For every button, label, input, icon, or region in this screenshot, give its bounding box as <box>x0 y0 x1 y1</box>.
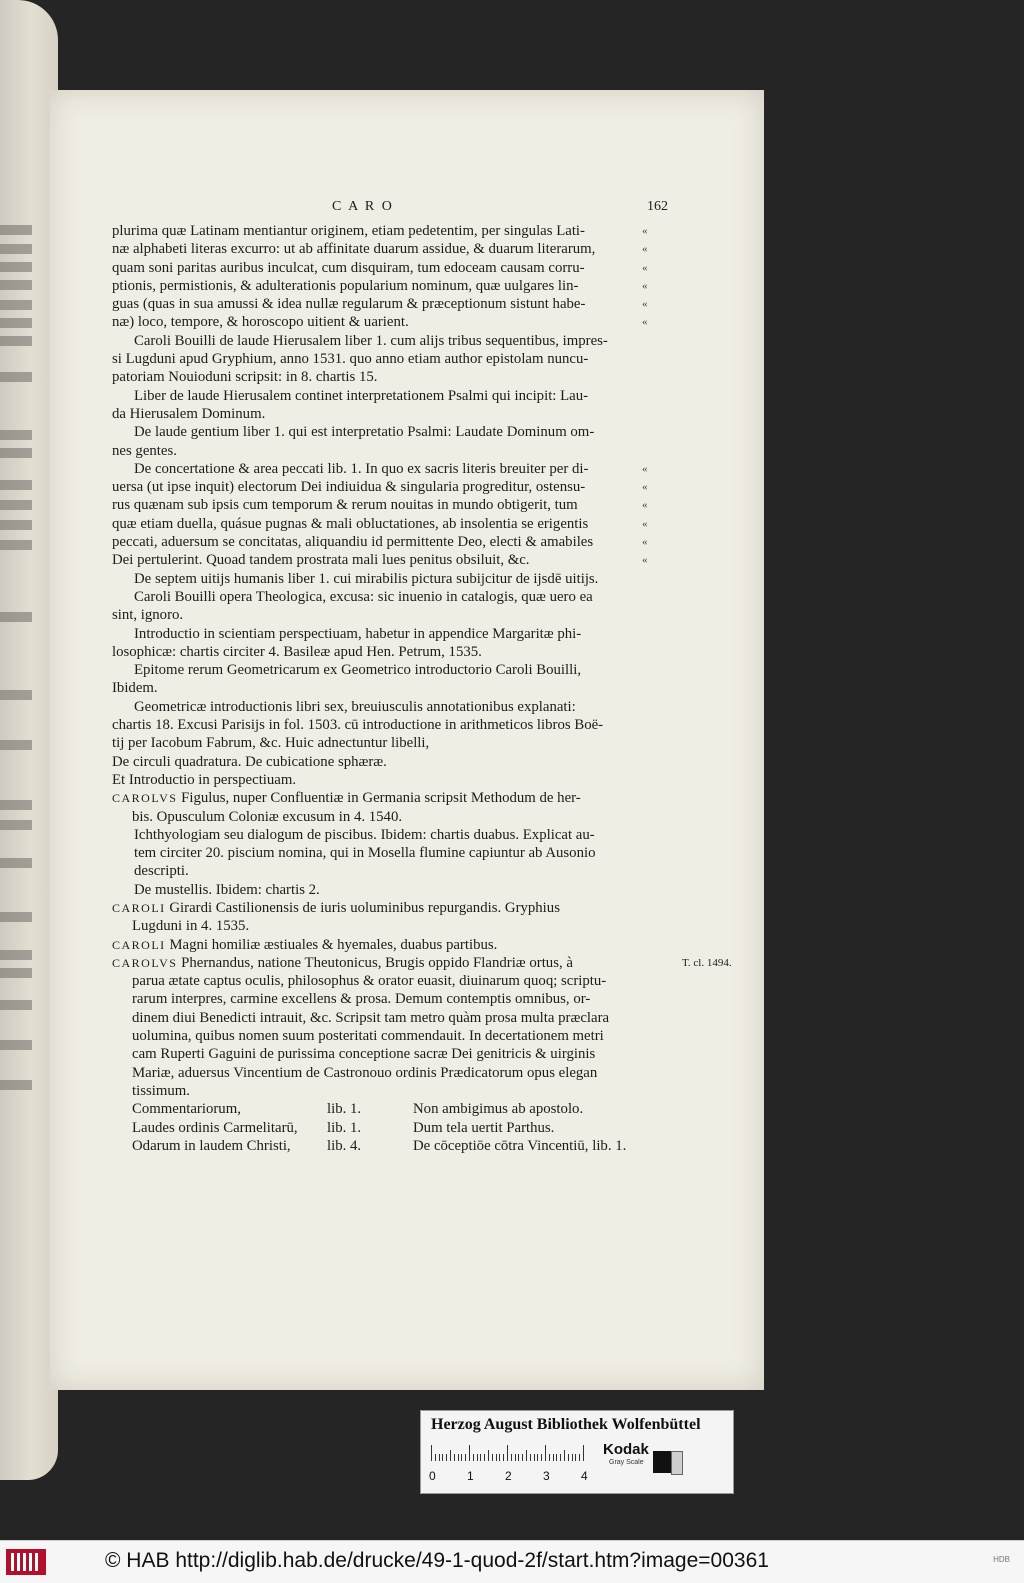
gray-swatch <box>671 1451 683 1475</box>
ruler-tick <box>496 1454 497 1461</box>
entry-line <box>112 954 732 972</box>
ruler-tick <box>480 1454 481 1461</box>
entry-line <box>112 881 672 899</box>
ruler-tick <box>458 1454 459 1461</box>
line-text: chartis 18. Excusi Parisijs in fol. 1503. cū introductione in arithmeticos libros Boë- <box>112 717 604 734</box>
text-line <box>112 423 672 441</box>
entry-line <box>112 789 672 807</box>
running-head-title: C A R O <box>332 199 394 214</box>
quote-mark: « <box>642 536 648 549</box>
ruler-tick <box>553 1454 554 1461</box>
entry-text: parua ætate captus oculis, philosophus & orator euasit, diuinarum quoq; scriptu- <box>132 973 607 990</box>
entry-line <box>112 972 672 990</box>
line-text: guas (quas in sua amussi & idea nullæ regularum & præceptionum sistunt habe- <box>112 296 586 313</box>
ruler-tick <box>518 1454 519 1461</box>
ruler-tick <box>556 1454 557 1461</box>
line-text: da Hierusalem Dominum. <box>112 405 266 422</box>
entry-text: tem circiter 20. piscium nomina, qui in Mosella flumine capiuntur ab Ausonio <box>134 845 596 862</box>
line-text: peccati, aduersum se concitatas, aliquandiu id permittente Deo, electi & amabiles <box>112 534 594 551</box>
text-line <box>112 259 672 277</box>
text-line <box>112 551 672 569</box>
text-line <box>112 295 672 313</box>
text-line <box>112 643 672 661</box>
line-text: sint, ignoro. <box>112 607 184 624</box>
quote-mark: « <box>642 316 648 329</box>
black-swatch <box>653 1451 671 1473</box>
work-incipit: Dum tela uertit Parthus. <box>413 1119 555 1136</box>
quote-mark: « <box>642 243 648 256</box>
entry-line <box>112 917 672 935</box>
entry-text: De mustellis. Ibidem: chartis 2. <box>134 881 320 898</box>
text-line <box>112 716 672 734</box>
entry-line <box>112 1027 672 1045</box>
line-text: quam soni paritas auribus inculcat, cum disquiram, tum edoceam causam corru- <box>112 259 585 276</box>
line-text: rus quænam sub ipsis cum temporum & rerum nouitas in mundo obtigerit, tum <box>112 497 578 514</box>
ruler-tick <box>446 1454 447 1461</box>
entry-line <box>112 990 672 1008</box>
ruler-tick <box>484 1454 485 1461</box>
ruler-tick <box>450 1450 451 1461</box>
text-line <box>112 734 672 752</box>
entry-text: Girardi Castilionensis de iuris uoluminibus repurgandis. Gryphius <box>169 899 560 916</box>
entry-text: bis. Opusculum Coloniæ excusum in 4. 1540. <box>132 808 403 825</box>
entry-author: CAROLI <box>112 900 166 915</box>
ruler-tick <box>564 1450 565 1461</box>
line-text: Ibidem. <box>112 680 158 697</box>
ruler-scale <box>431 1439 581 1465</box>
ruler-number: 1 <box>467 1469 474 1483</box>
quote-mark: « <box>642 481 648 494</box>
ruler-tick <box>442 1454 443 1461</box>
text-line <box>112 606 672 624</box>
page-number: 162 <box>647 199 668 214</box>
works-row <box>112 1100 672 1118</box>
line-text: Geometricæ introductionis libri sex, breuiusculis annotationibus explanati: <box>134 698 576 715</box>
kodak-logo: Kodak <box>603 1441 649 1458</box>
text-line <box>112 368 672 386</box>
ruler-tick <box>583 1445 584 1461</box>
entry-text: Magni homiliæ æstiuales & hyemales, duabus partibus. <box>169 936 498 953</box>
entry-line <box>112 862 672 880</box>
line-text: Epitome rerum Geometricarum ex Geometrico introductorio Caroli Bouilli, <box>134 662 582 679</box>
ruler-tick <box>549 1454 550 1461</box>
ruler-number: 0 <box>429 1469 436 1483</box>
ruler-tick <box>431 1445 432 1461</box>
text-line <box>112 460 672 478</box>
work-books: lib. 1. <box>327 1119 362 1136</box>
line-text: De concertatione & area peccati lib. 1. In quo ex sacris literis breuiter per di- <box>134 460 589 477</box>
ruler-tick <box>507 1445 508 1461</box>
text-line <box>112 478 672 496</box>
footer-mark: HDB <box>993 1555 1010 1564</box>
entry-text: Phernandus, natione Theutonicus, Brugis oppido Flandriæ ortus, à <box>181 954 573 971</box>
entry-author: CAROLVS <box>112 955 178 970</box>
quote-mark: « <box>642 298 648 311</box>
line-text: plurima quæ Latinam mentiantur originem, etiam pedetentim, per singulas Lati- <box>112 223 585 239</box>
ruler-tick <box>560 1454 561 1461</box>
ruler-tick <box>454 1454 455 1461</box>
quote-mark: « <box>642 225 648 237</box>
text-line <box>112 679 672 697</box>
entry-text: uolumina, quibus nomen suum posteritati commendauit. In decertationem metri <box>132 1028 604 1045</box>
ruler-number: 2 <box>505 1469 512 1483</box>
quote-mark: « <box>642 261 648 274</box>
line-text: losophicæ: chartis circiter 4. Basileæ apud Hen. Petrum, 1535. <box>112 643 482 660</box>
entry-line <box>112 1009 672 1027</box>
line-text: uersa (ut ipse inquit) electorum Dei indiuidua & singularia progreditur, ostensu- <box>112 479 586 496</box>
ruler-tick <box>465 1454 466 1461</box>
ruler-tick <box>473 1454 474 1461</box>
text-line <box>112 332 672 350</box>
ruler-tick <box>511 1454 512 1461</box>
line-text: Introductio in scientiam perspectiuam, habetur in appendice Margaritæ phi- <box>134 625 582 642</box>
line-text: tij per Iacobum Fabrum, &c. Huic adnectuntur libelli, <box>112 735 430 752</box>
ruler-tick <box>461 1454 462 1461</box>
entry-line <box>112 844 672 862</box>
gray-scale-label: Gray Scale <box>609 1459 644 1466</box>
ruler-tick <box>492 1454 493 1461</box>
entry-text: Mariæ, aduersus Vincentium de Castronouo ordinis Prædicatorum opus elegan <box>132 1064 598 1081</box>
works-row <box>112 1119 672 1137</box>
ruler-tick <box>515 1454 516 1461</box>
work-title: Commentariorum, <box>132 1101 241 1118</box>
ruler-tick <box>545 1445 546 1461</box>
line-text: Et Introductio in perspectiuam. <box>112 771 297 788</box>
entry-text: tissimum. <box>132 1082 190 1099</box>
works-row <box>112 1137 672 1155</box>
text-line <box>112 277 672 295</box>
library-name: Herzog August Bibliothek Wolfenbüttel <box>431 1416 701 1433</box>
line-text: quæ etiam duella, quásue pugnas & mali obluctationes, ab insolentia se erigentis <box>112 515 589 532</box>
ruler-tick <box>572 1454 573 1461</box>
color-target-card <box>420 1410 734 1494</box>
footer-bar <box>0 1540 1024 1583</box>
line-text: Caroli Bouilli de laude Hierusalem liber 1. cum alijs tribus sequentibus, impres- <box>134 332 608 349</box>
entry-text: Ichthyologiam seu dialogum de piscibus. Ibidem: chartis duabus. Explicat au- <box>134 826 595 843</box>
entry-line <box>112 1082 672 1100</box>
work-title: Laudes ordinis Carmelitarū, <box>132 1119 298 1136</box>
work-incipit: De cōceptiōe cōtra Vincentiū, lib. 1. <box>413 1137 627 1154</box>
quote-mark: « <box>642 462 648 475</box>
line-text: De laude gentium liber 1. qui est interpretatio Psalmi: Laudate Dominum om- <box>134 424 595 441</box>
text-line <box>112 753 672 771</box>
ruler-tick <box>575 1454 576 1461</box>
ruler-number: 3 <box>543 1469 550 1483</box>
book-page <box>50 90 764 1390</box>
ruler-tick <box>503 1454 504 1461</box>
text-line <box>112 222 672 240</box>
ruler-tick <box>477 1454 478 1461</box>
ruler-tick <box>541 1454 542 1461</box>
text-line <box>112 405 672 423</box>
margin-note: T. cl. 1494. <box>682 956 732 969</box>
text-line <box>112 350 672 368</box>
line-text: Caroli Bouilli opera Theologica, excusa: sic inuenio in catalogis, quæ uero ea <box>134 588 593 605</box>
entry-line <box>112 826 672 844</box>
running-head <box>112 198 672 222</box>
text-line <box>112 625 672 643</box>
entry-author: CAROLVS <box>112 791 178 806</box>
works-table <box>112 1100 672 1155</box>
text-line <box>112 533 672 551</box>
line-text: patoriam Nouioduni scripsit: in 8. chartis 15. <box>112 369 378 386</box>
line-text: si Lugduni apud Gryphium, anno 1531. quo anno etiam author epistolam nuncu- <box>112 351 589 368</box>
footer-url[interactable]: © HAB http://diglib.hab.de/drucke/49-1-quod-2f/start.htm?image=00361 <box>105 1549 769 1572</box>
line-text: næ) loco, tempore, & horoscopo uitient & uarient. <box>112 314 409 331</box>
text-line <box>112 570 672 588</box>
text-line <box>112 313 672 331</box>
ruler-tick <box>439 1454 440 1461</box>
line-text: De septem uitijs humanis liber 1. cui mirabilis pictura subijcitur de ijsdē uitijs. <box>134 570 599 587</box>
ruler-tick <box>522 1454 523 1461</box>
ruler-tick <box>499 1454 500 1461</box>
entry-line <box>112 936 672 954</box>
quote-mark: « <box>642 517 648 530</box>
work-title: Odarum in laudem Christi, <box>132 1137 291 1154</box>
entry-text: descripti. <box>134 863 189 880</box>
ruler-tick <box>435 1454 436 1461</box>
ruler-tick <box>579 1454 580 1461</box>
entry-line <box>112 1045 672 1063</box>
page-text <box>112 198 732 1155</box>
text-line <box>112 515 672 533</box>
entry-text: Lugduni in 4. 1535. <box>132 918 250 935</box>
ruler-tick <box>537 1454 538 1461</box>
ruler-tick <box>534 1454 535 1461</box>
work-books: lib. 4. <box>327 1137 362 1154</box>
entry-line <box>112 808 672 826</box>
text-line <box>112 661 672 679</box>
text-line <box>112 771 672 789</box>
entry-line <box>112 899 672 917</box>
text-line <box>112 698 672 716</box>
line-text: næ alphabeti literas excurro: ut ab affinitate duarum assidue, & duarum literarum, <box>112 241 596 258</box>
entry-text: rarum interpres, carmine excellens & prosa. Demum contemptis omnibus, or- <box>132 991 591 1008</box>
work-books: lib. 1. <box>327 1101 362 1118</box>
ruler-tick <box>530 1454 531 1461</box>
work-incipit: Non ambigimus ab apostolo. <box>413 1101 584 1118</box>
entry-text: cam Ruperti Gaguini de purissima conceptione sacræ Dei genitricis & uirginis <box>132 1046 596 1063</box>
text-line <box>112 496 672 514</box>
ruler-number: 4 <box>581 1469 588 1483</box>
line-text: De circuli quadratura. De cubicatione sphæræ. <box>112 753 387 770</box>
quote-mark: « <box>642 279 648 292</box>
text-line <box>112 588 672 606</box>
hab-logo-icon <box>6 1549 46 1575</box>
text-line <box>112 240 672 258</box>
entry-text: dinem diui Benedicti intrauit, &c. Scripsit tam metro quàm prosa multa præclara <box>132 1009 610 1026</box>
body-paragraphs <box>112 222 672 789</box>
ruler-tick <box>568 1454 569 1461</box>
line-text: Liber de laude Hierusalem continet interpretationem Psalmi qui incipit: Lau- <box>134 387 589 404</box>
text-line <box>112 442 672 460</box>
text-line <box>112 387 672 405</box>
ruler-tick <box>526 1450 527 1461</box>
quote-mark: « <box>642 499 648 512</box>
quote-mark: « <box>642 554 648 567</box>
entry-author: CAROLI <box>112 937 166 952</box>
entry-text: Figulus, nuper Confluentiæ in Germania scripsit Methodum de her- <box>181 790 581 807</box>
author-entries <box>112 789 732 1100</box>
ruler-tick <box>488 1450 489 1461</box>
ruler-tick <box>469 1445 470 1461</box>
line-text: nes gentes. <box>112 442 177 459</box>
line-text: Dei pertulerint. Quoad tandem prostrata mali lues penitus obsiluit, &c. <box>112 552 530 569</box>
entry-line <box>112 1064 672 1082</box>
line-text: ptionis, permistionis, & adulterationis popularium nominum, quæ uulgares lin- <box>112 277 579 294</box>
